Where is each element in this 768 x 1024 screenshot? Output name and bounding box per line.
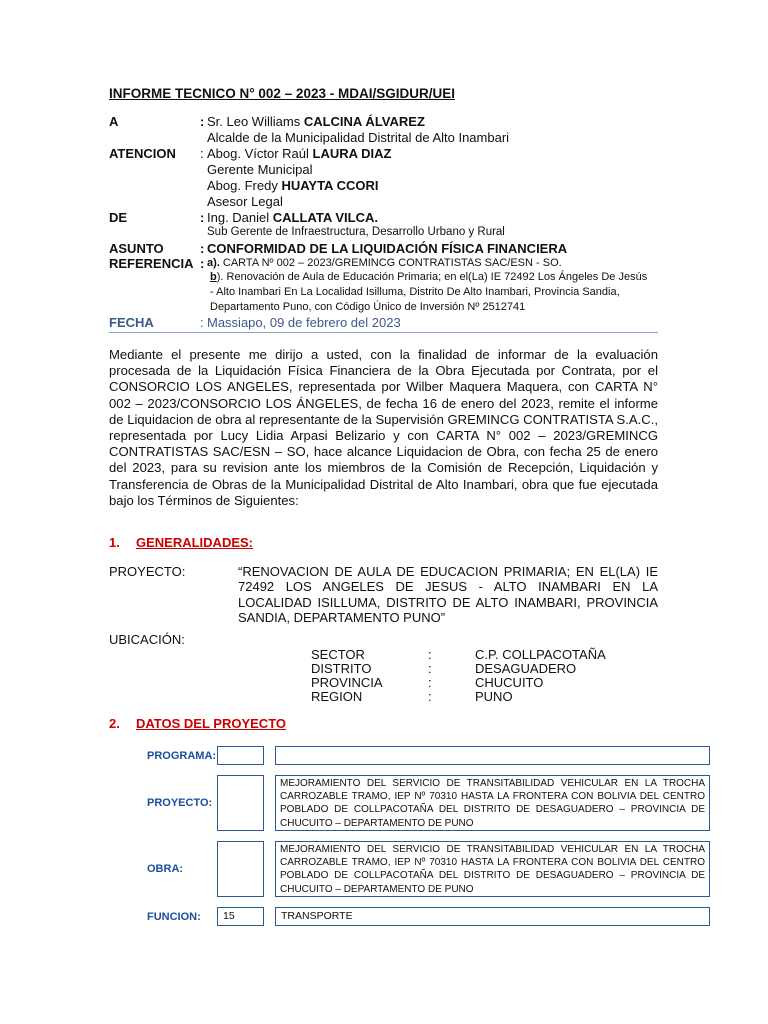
header-divider [109,332,658,333]
attention-name-1: LAURA DIAZ [312,146,392,161]
label-asunto: ASUNTO [109,241,164,256]
recipient-name: CALCINA ÁLVAREZ [303,114,425,129]
value-a-line2: Alcalde de la Municipalidad Distrital de Alto Inambari [207,130,510,145]
programa-label: PROGRAMA: [147,750,217,762]
attention-name-2: HUAYTA CCORI [281,178,379,193]
colon-fecha: : [200,315,204,330]
ubicacion-key-region: REGION [311,689,363,704]
value-de-line2: Sub Gerente de Infraestructura, Desarrollo Urbano y Rural [207,226,505,238]
value-atencion-line1: Abog. Víctor Raúl LAURA DIAZ [207,146,392,161]
label-referencia: REFERENCIA [109,256,194,271]
label-atencion: ATENCION [109,146,176,161]
funcion-value-box: TRANSPORTE [275,907,710,926]
sender-name: CALLATA VILCA. [272,210,378,225]
proyecto-value-box: MEJORAMIENTO DEL SERVICIO DE TRANSITABILIDAD VEHICULAR EN LA TROCHA CARROZABLE TRAMO, IEP Nº 70310 HASTA LA FRONTERA CON BOLIVIA DEL CENTRO POBLADO DE COLLPACOTAÑA DEL DISTRITO DE DESAGUADERO – PROVINCIA DE CHUCUITO – DEPARTAMENTO DE PUNO [275,775,710,831]
programa-code-box [217,746,264,765]
colon-referencia: : [200,256,205,271]
colon-a: : [200,114,205,129]
ubicacion-sep: : [428,661,432,676]
ubicacion-value-provincia: CHUCUITO [475,675,544,690]
reference-b-line2: - Alto Inambari En La Localidad Isilluma, Distrito De Alto Inambari, Provincia Sandia, [210,286,620,298]
reference-b-line1: b). Renovación de Aula de Educación Primaria; en el(La) IE 72492 Los Ángeles De Jesús [210,271,648,283]
date-value: Massiapo, 09 de febrero del 2023 [207,315,401,330]
value-atencion-line4: Asesor Legal [207,194,283,209]
label-fecha: FECHA [109,315,154,330]
reference-b-line3: Departamento Puno, con Código Único de Inversión Nº 2512741 [210,301,526,313]
reference-a: a). CARTA Nº 002 – 2023/GREMINCG CONTRATISTAS SAC/ESN - SO. [207,257,562,269]
proyecto-description: “RENOVACION DE AULA DE EDUCACION PRIMARIA; EN EL(LA) IE 72492 LOS ANGELES DE JESUS - ALTO INAMBARI EN LA LOCALIDAD ISILLUMA, DISTRITO DE ALTO INAMBARI, PROVINCIA SANDIA, DEPARTAMENTO PUNO” [238,564,658,625]
value-de-line1: Ing. Daniel CALLATA VILCA. [207,210,378,225]
label-a: A [109,114,119,129]
label-de: DE [109,210,128,225]
subject-value: CONFORMIDAD DE LA LIQUIDACIÓN FÍSICA FINANCIERA [207,241,568,256]
obra-label: OBRA: [147,863,184,875]
document-title: INFORME TECNICO N° 002 – 2023 - MDAI/SGIDUR/UEI [109,86,455,101]
ubicacion-sep: : [428,689,432,704]
colon-de: : [200,210,205,225]
proyecto-row-label: PROYECTO: [147,797,213,809]
value-a-line1: Sr. Leo Williams CALCINA ÁLVAREZ [207,114,425,129]
ubicacion-key-sector: SECTOR [311,647,365,662]
ubicacion-sep: : [428,675,432,690]
obra-value-box: MEJORAMIENTO DEL SERVICIO DE TRANSITABILIDAD VEHICULAR EN LA TROCHA CARROZABLE TRAMO, IEP Nº 70310 HASTA LA FRONTERA CON BOLIVIA DEL CENTRO POBLADO DE COLLPACOTAÑA DEL DISTRITO DE DESAGUADERO – PROVINCIA DE CHUCUITO – DEPARTAMENTO DE PUNO [275,841,710,897]
colon-asunto: : [200,241,205,256]
proyecto-code-box [217,775,264,831]
ubicacion-key-provincia: PROVINCIA [311,675,383,690]
ubicacion-key-distrito: DISTRITO [311,661,372,676]
section-1-heading: 1. GENERALIDADES: [109,535,254,550]
value-atencion-line2: Gerente Municipal [207,162,313,177]
body-paragraph: Mediante el presente me dirijo a usted, con la finalidad de informar de la evaluación procesada de la Liquidación Física Financiera de la Obra Ejecutada por Contrata, por el CONSORCIO LOS ANGELES, representada por Wilber Maquera Maquera, con CARTA N° 002 – 2023/CONSORCIO LOS ÁNGELES, de fecha 16 de enero del 2023, remite el informe de Liquidacion de obra al representante de la Supervisión GREMINCG CONTRATISTA S.A.C., representada por Lucy Lidia Arpasi Belizario y con CARTA N° 002 – 2023/GREMINCG CONTRATISTAS SAC/ESN – SO, hace alcance Liquidacion de Obra, con fecha 25 de enero del 2023, para su revision ante los miembros de la Comisión de Recepción, Liquidación y Transferencia de Obras de la Municipalidad Distrital de Alto Inambari, obra que fue ejecutada bajo los Términos de Siguientes: [109,347,658,508]
colon-atencion: : [200,146,204,161]
funcion-label: FUNCION: [147,911,201,923]
funcion-code-box: 15 [217,907,264,926]
value-atencion-line3: Abog. Fredy HUAYTA CCORI [207,178,379,193]
proyecto-label: PROYECTO: [109,564,186,579]
ubicacion-value-sector: C.P. COLLPACOTAÑA [475,647,606,662]
ubicacion-value-distrito: DESAGUADERO [475,661,577,676]
programa-value-box [275,746,710,765]
obra-code-box [217,841,264,897]
ubicacion-sep: : [428,647,432,662]
ubicacion-value-region: PUNO [475,689,513,704]
section-2-heading: 2. DATOS DEL PROYECTO [109,716,287,731]
ubicacion-label: UBICACIÓN: [109,632,185,647]
